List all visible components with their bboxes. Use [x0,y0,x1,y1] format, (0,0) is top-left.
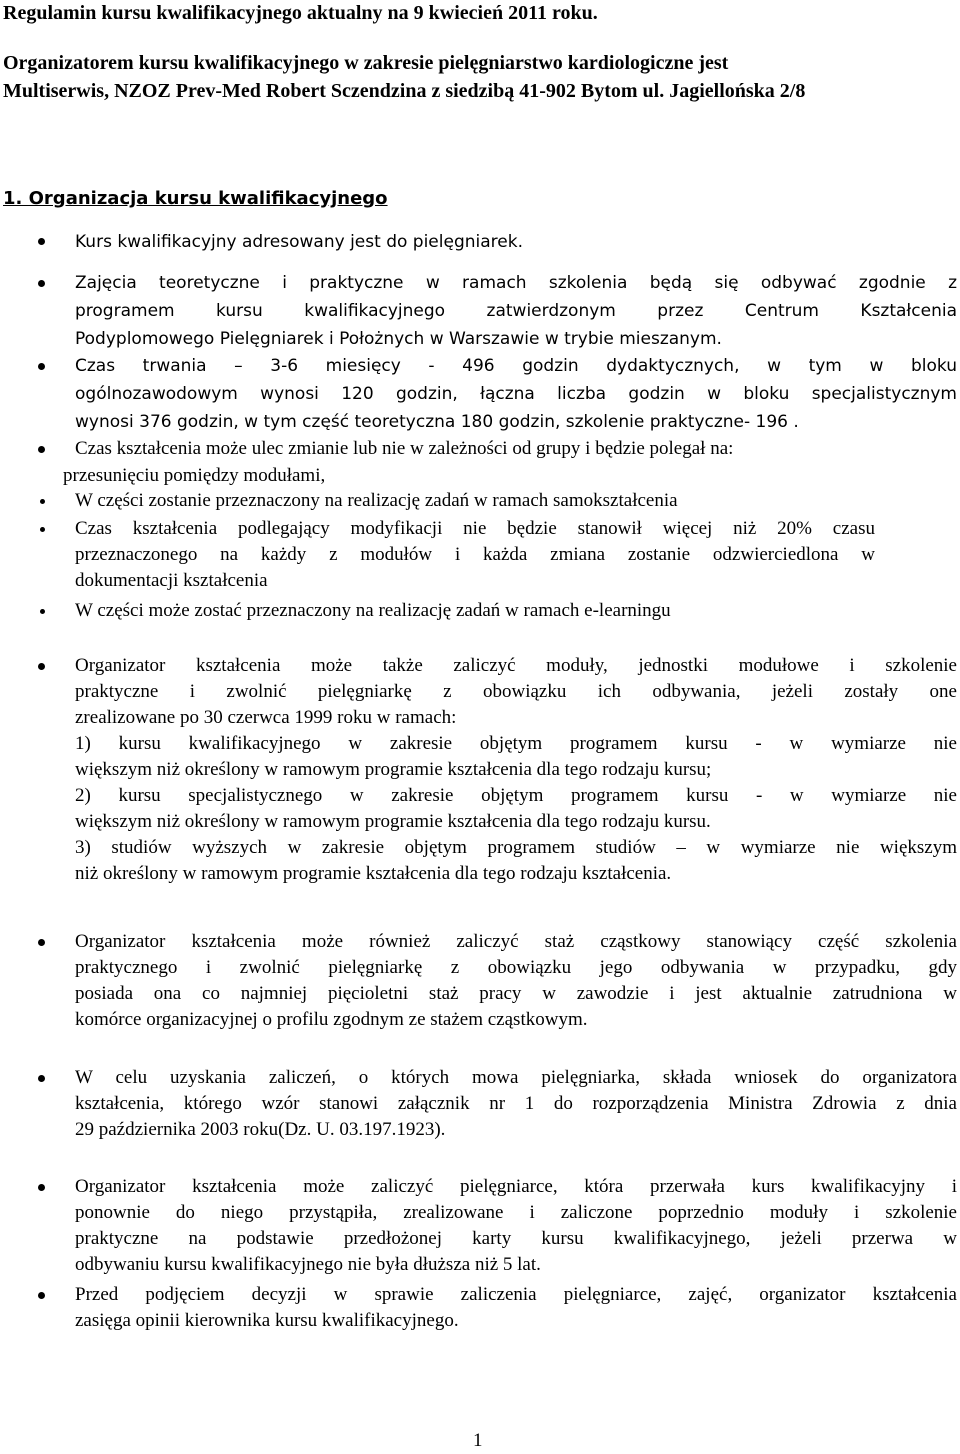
list-item-text [75,929,957,1033]
list-item-text [75,488,957,514]
bullet-icon [38,1292,45,1299]
text-line: Organizator kształcenia może także zaliczyć moduły, jednostki modułowe i szkolenie [75,655,957,676]
organizer-line: Organizatorem kursu kwalifikacyjnego w zakresie pielęgniarstwo kardiologiczne jest [3,52,729,74]
bullet-icon [38,446,45,453]
list-item-text [75,436,957,462]
list-item-text [75,352,957,436]
text-line: zasięga opinii kierownika kursu kwalifikacyjnego. [75,1310,459,1331]
text-line: W części zostanie przeznaczony na realizację zadań w ramach samokształcenia [75,490,678,511]
bullet-icon [40,527,45,532]
bullet-icon [38,1075,45,1082]
bullet-icon [38,663,45,670]
list-item-text [75,653,957,887]
list-item-text [75,1065,957,1143]
text-line: zrealizowane po 30 czerwca 1999 roku w ramach: [75,707,457,728]
text-line: dokumentacji kształcenia [75,570,268,591]
text-line: 29 października 2003 roku(Dz. U. 03.197.1923). [75,1119,446,1140]
text-line: W części może zostać przeznaczony na realizację zadań w ramach e-learningu [75,600,671,621]
text-line: ogólnozawodowym wynosi 120 godzin, łączna liczba godzin w bloku specjalistycznym [75,384,957,404]
text-line: wynosi 376 godzin, w tym część teoretyczna 180 godzin, szkolenie praktyczne- 196 . [75,412,799,432]
list-item-text [75,228,957,256]
bullet-icon [38,363,45,370]
text-line: praktyczne na podstawie przedłożonej karty kursu kwalifikacyjnego, jeżeli przerwa w [75,1228,957,1249]
text-line: Przed podjęciem decyzji w sprawie zaliczenia pielęgniarce, zajęć, organizator kształcenia [75,1284,957,1305]
text-line: większym niż określony w ramowym programie kształcenia dla tego rodzaju kursu; [75,759,712,780]
document-title: Regulamin kursu kwalifikacyjnego aktualny na 9 kwiecień 2011 roku. [3,2,598,24]
text-line: kształcenia, którego wzór stanowi załącznik nr 1 do rozporządzenia Ministra Zdrowia z dnia [75,1093,957,1114]
text-line: praktyczne i zwolnić pielęgniarkę z obowiązku ich odbywania, jeżeli zostały one [75,681,957,702]
list-item-text [75,516,875,594]
organizer-address-line: Multiserwis, NZOZ Prev-Med Robert Sczendzina z siedzibą 41-902 Bytom ul. Jagiellońska 2/8 [3,80,806,102]
text-line: Czas trwania – 3-6 miesięcy - 496 godzin dydaktycznych, w tym w bloku [75,356,957,376]
list-item-text [75,269,957,353]
page-number: 1 [473,1430,483,1451]
text-line: Czas kształcenia podlegający modyfikacji nie będzie stanowił więcej niż 20% czasu [75,518,875,539]
text-line: 1) kursu kwalifikacyjnego w zakresie objętym programem kursu - w wymiarze nie [75,733,957,754]
text-line: Czas kształcenia może ulec zmianie lub nie w zależności od grupy i będzie polegał na: [75,438,734,459]
bullet-icon [40,609,45,614]
text-line: 2) kursu specjalistycznego w zakresie objętym programem kursu - w wymiarze nie [75,785,957,806]
text-line: przeznaczonego na każdy z modułów i każda zmiana zostanie odzwierciedlona w [75,544,875,565]
text-line: 3) studiów wyższych w zakresie objętym programem studiów – w wymiarze nie większym [75,837,957,858]
text-line: programem kursu kwalifikacyjnego zatwierdzonym przez Centrum Kształcenia [75,301,957,321]
text-line: Podyplomowego Pielęgniarek i Położnych w Warszawie w trybie mieszanym. [75,329,722,349]
bullet-icon [38,280,45,287]
text-line: ponownie do niego przystąpiła, zrealizowane i zaliczone poprzednio moduły i szkolenie [75,1202,957,1223]
text-line: niż określony w ramowym programie kształcenia dla tego rodzaju kształcenia. [75,863,672,884]
bullet-icon [38,238,45,245]
bullet-icon [38,1184,45,1191]
text-line: odbywaniu kursu kwalifikacyjnego nie była dłuższa niż 5 lat. [75,1254,541,1275]
text-line: Organizator kształcenia może zaliczyć pielęgniarce, która przerwała kurs kwalifikacyjny i [75,1176,957,1197]
list-item-text [75,1282,957,1334]
bullet-icon [40,499,45,504]
continuation-text: przesunięciu pomiędzy modułami, [63,465,326,486]
list-item-text [75,598,957,624]
text-line: komórce organizacyjnej o profilu zgodnym ze stażem cząstkowym. [75,1009,588,1030]
text-line: Kurs kwalifikacyjny adresowany jest do pielęgniarek. [75,232,523,252]
bullet-icon [38,939,45,946]
text-line: większym niż określony w ramowym programie kształcenia dla tego rodzaju kursu. [75,811,711,832]
text-line: W celu uzyskania zaliczeń, o których mowa pielęgniarka, składa wniosek do organizatora [75,1067,957,1088]
list-item-text [75,1174,957,1278]
section-heading: 1. Organizacja kursu kwalifikacyjnego [3,188,388,209]
text-line: Organizator kształcenia może również zaliczyć staż cząstkowy stanowiący część szkolenia [75,931,957,952]
text-line: posiada ona co najmniej pięcioletni staż pracy w zawodzie i jest aktualnie zatrudniona w [75,983,957,1004]
text-line: praktycznego i zwolnić pielęgniarkę z obowiązku jego odbywania w przypadku, gdy [75,957,957,978]
text-line: Zajęcia teoretyczne i praktyczne w ramach szkolenia będą się odbywać zgodnie z [75,273,957,293]
